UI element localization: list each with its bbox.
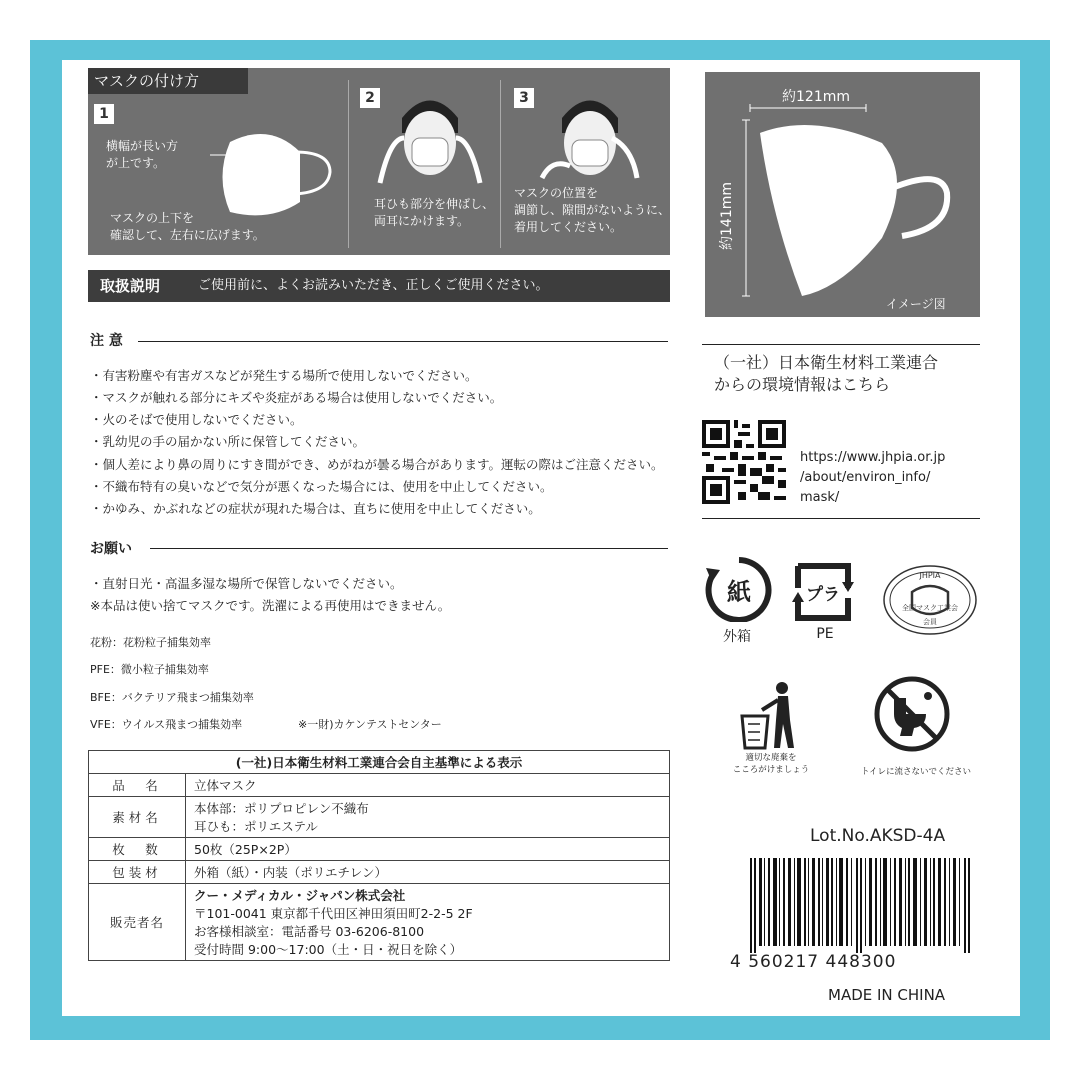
definition-item: BFE：バクテリア飛まつ捕集効率 [90, 691, 254, 704]
jhpia-mid-text: 全国マスク工業会 [902, 604, 958, 612]
spec-header: (一社)日本衛生材料工業連合会自主基準による表示 [89, 751, 670, 774]
env-title [714, 352, 938, 396]
step-3-number: 3 [514, 88, 534, 108]
spec-key: 枚 数 [89, 838, 186, 861]
spec-value: 50枚（25P×2P） [186, 838, 670, 861]
request-rule [150, 548, 668, 549]
env-url-line: /about/environ_info/ [800, 470, 931, 485]
spec-value [186, 884, 670, 961]
litter-bin-icon [738, 680, 800, 750]
request-heading: お願い [90, 541, 132, 557]
caution-rule [138, 341, 668, 342]
definition-item: 花粉：花粉粒子捕集効率 [90, 636, 211, 649]
spec-key: 包装材 [89, 861, 186, 884]
lot-number: Lot.No.AKSD-4A [810, 826, 946, 846]
spec-key: 素材名 [89, 797, 186, 838]
spec-key: 販売者名 [89, 884, 186, 961]
qr-code-icon[interactable] [702, 420, 786, 504]
caution-item: ・火のそばで使用しないでください。 [90, 412, 303, 427]
step-1-text-b: マスクの上下を 確認して、左右に広げます。 [110, 211, 265, 242]
caution-item: ・かゆみ、かぶれなどの症状が現れた場合は、直ちに使用を中止してください。 [90, 501, 541, 516]
person-wearing-mask-icon [370, 88, 490, 188]
step-1-number: 1 [94, 104, 114, 124]
barcode-digits: 4 560217 448300 [730, 952, 897, 972]
spec-value-line: お客様相談室：電話番号 03-6206-8100 [194, 924, 425, 939]
person-adjusting-mask-icon [532, 88, 652, 183]
env-url[interactable] [800, 448, 945, 508]
env-rule-bottom [702, 518, 980, 519]
caution-item: ・有害粉塵や有害ガスなどが発生する場所で使用しないでください。 [90, 368, 478, 383]
env-title-line: からの環境情報はこちら [714, 375, 891, 394]
table-row [89, 861, 670, 884]
table-row [89, 797, 670, 838]
jhpia-top-text: JHPIA [919, 571, 941, 580]
spec-value-line: クー・メディカル・ジャパン株式会社 [194, 888, 406, 903]
spec-value-line: 本体部：ポリプロピレン不織布 [194, 801, 369, 816]
paper-label: 外箱 [723, 629, 751, 645]
spec-value-line: 耳ひも：ポリエステル [194, 819, 318, 834]
request-item: ・直射日光・高温多湿な場所で保管しないでください。 [90, 576, 403, 591]
caution-item: ・個人差により鼻の周りにすき間ができ、めがねが曇る場合があります。運転の際はご注意ください。 [90, 457, 664, 472]
height-arrow-icon [742, 118, 750, 298]
table-row [89, 884, 670, 961]
env-title-line: （一社）日本衛生材料工業連合 [714, 353, 939, 372]
howto-title: マスクの付け方 [88, 68, 248, 94]
table-row [89, 774, 670, 797]
illustration-caption: イメージ図 [886, 297, 946, 311]
table-row [89, 838, 670, 861]
jhpia-bottom-text: 会員 [923, 618, 937, 626]
plastic-label: PE [816, 626, 834, 642]
caution-item: ・マスクが触れる部分にキズや炎症がある場合は使用しないでください。 [90, 390, 503, 405]
disposal-left-label [716, 752, 826, 776]
jhpia-member-badge-icon [880, 562, 980, 638]
caution-item: ・不織布特有の臭いなどで気分が悪くなった場合には、使用を中止してください。 [90, 479, 553, 494]
barcode-icon [750, 858, 972, 953]
no-toilet-flush-icon [872, 674, 952, 754]
caution-heading: 注 意 [90, 333, 123, 349]
mask-shape-icon [752, 118, 962, 303]
step-3-text: マスクの位置を 調節し、隙間がないように、 着用してください。 [514, 186, 671, 234]
env-url-line: https://www.jhpia.or.jp [800, 450, 946, 465]
spec-value-line: 受付時間 9:00～17:00（土・日・祝日を除く） [194, 942, 463, 957]
made-in-label: MADE IN CHINA [828, 986, 946, 1004]
caution-item: ・乳幼児の手の届かない所に保管してください。 [90, 434, 366, 449]
step-2-number: 2 [360, 88, 380, 108]
spec-value [186, 797, 670, 838]
step-divider [500, 80, 501, 248]
env-url-line: mask/ [800, 490, 840, 505]
spec-key: 品 名 [89, 774, 186, 797]
definition-item: PFE：微小粒子捕集効率 [90, 663, 209, 676]
step-2-text: 耳ひも部分を伸ばし、 両耳にかけます。 [374, 197, 495, 228]
spec-value: 立体マスク [186, 774, 670, 797]
spec-value-line: 〒101-0041 東京都千代田区神田須田町2-2-5 2F [194, 906, 473, 921]
step-1-text-a: 横幅が長い方 が上です。 [106, 139, 179, 170]
spec-value: 外箱（紙）・内装（ポリエチレン） [186, 861, 670, 884]
plastic-recycle-icon [790, 558, 860, 624]
spec-table [88, 750, 670, 961]
definition-item: VFE：ウイルス飛まつ捕集効率 [90, 718, 243, 731]
handling-label: 取扱説明 [100, 277, 161, 295]
plastic-symbol: プラ [806, 585, 840, 605]
env-rule-top [702, 344, 980, 345]
width-arrow-icon [748, 104, 868, 112]
disposal-right-label: トイレに流さないでください [860, 767, 972, 777]
mask-side-icon [210, 122, 340, 232]
paper-symbol: 紙 [727, 578, 751, 606]
test-center-note: ※一財)カケンテストセンター [298, 718, 442, 731]
paper-recycle-icon [704, 556, 774, 622]
step-divider [348, 80, 349, 248]
disposal-left-line: こころがけましょう [732, 765, 810, 775]
width-dimension: 約121mm [782, 89, 850, 105]
disposal-left-line: 適切な廃棄を [745, 753, 797, 763]
height-dimension: 約141mm [719, 182, 735, 250]
request-item: ※本品は使い捨てマスクです。洗濯による再使用はできません。 [90, 598, 451, 613]
handling-text: ご使用前に、よくお読みいただき、正しくご使用ください。 [198, 278, 549, 293]
spec-header-row [89, 751, 670, 774]
